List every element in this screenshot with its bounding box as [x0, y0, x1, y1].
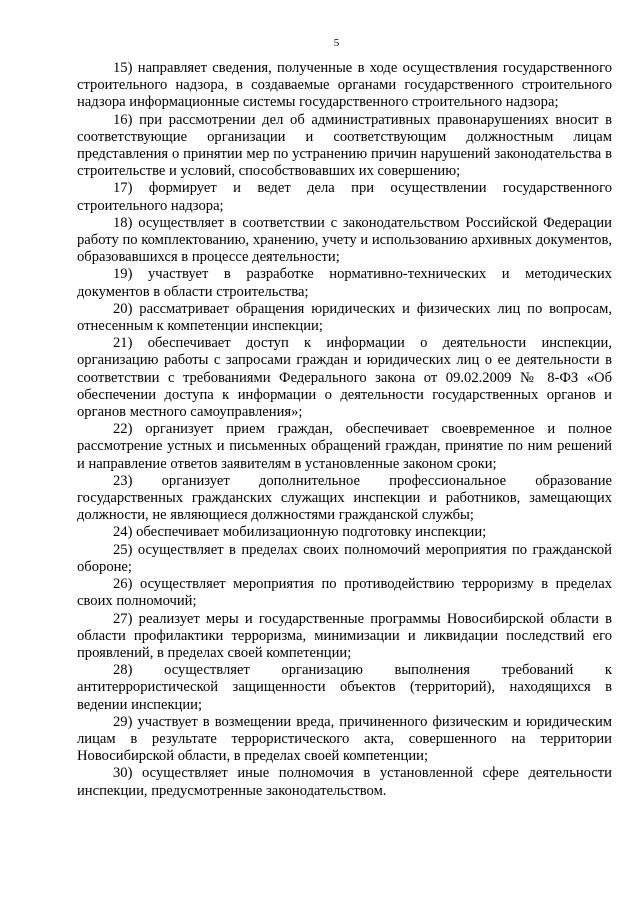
list-item: 18) осуществляет в соответствии с законодательством Российской Федерации работу по комплектованию, хранению, учету и использованию архивных документов, образовавшихся в процессе деятельности;: [77, 214, 612, 266]
list-item: 24) обеспечивает мобилизационную подготовку инспекции;: [113, 524, 487, 541]
list-item: 20) рассматривает обращения юридических и физических лиц по вопросам, отнесенным к компетенции инспекции;: [77, 300, 612, 335]
page-number: 5: [333, 37, 340, 49]
list-item: 21) обеспечивает доступ к информации о деятельности инспекции, организацию работы с запросами граждан и юридических лиц о ее деятельности в соответствии с требованиями Федерального закона от 09.02.2009 № 8-ФЗ «Об обеспечении доступа к информации о деятельности государственных органов и органов местного самоуправления»;: [77, 335, 612, 421]
list-item: 16) при рассмотрении дел об административных правонарушениях вносит в соответствующие организации и соответствующим должностным лицам представления о принятии мер по устранению причин нарушений законодательства в строительстве и условий, способствовавших их совершению;: [77, 111, 612, 180]
list-item: 23) организует дополнительное профессиональное образование государственных гражданских служащих инспекции и работников, замещающих должности, не являющиеся должностями гражданской службы;: [77, 472, 612, 524]
list-item: 26) осуществляет мероприятия по противодействию терроризму в пределах своих полномочий;: [77, 576, 612, 610]
list-item: 27) реализует меры и государственные программы Новосибирской области в области профилактики терроризма, минимизации и ликвидации последствий его проявлений, в пределах своей компетенции;: [77, 610, 612, 661]
list-item: 25) осуществляет в пределах своих полномочий мероприятия по гражданской обороне;: [77, 541, 612, 575]
list-item: 28) осуществляет организацию выполнения требований к антитеррористической защищенности объектов (территорий), находящихся в ведении инспекции;: [77, 662, 612, 713]
list-item: 19) участвует в разработке нормативно-технических и методических документов в области строительства;: [77, 266, 612, 300]
list-item: 29) участвует в возмещении вреда, причиненного физическим и юридическим лицам в результате террористического акта, совершенного на территории Новосибирской области, в пределах своей компетенции;: [77, 713, 612, 765]
list-item: 22) организует прием граждан, обеспечивает своевременное и полное рассмотрение устных и письменных обращений граждан, принятие по ним решений и направление ответов заявителям в установленные законом сроки;: [77, 421, 612, 472]
list-item: 30) осуществляет иные полномочия в установленной сфере деятельности инспекции, предусмотренные законодательством.: [77, 765, 612, 799]
list-item: 15) направляет сведения, полученные в ходе осуществления государственного строительного надзора, в создаваемые органами государственного строительного надзора информационные системы государственного строительного надзора;: [77, 60, 612, 111]
powers-list: [77, 60, 612, 800]
list-item: 17) формирует и ведет дела при осуществлении государственного строительного надзора;: [77, 180, 612, 214]
